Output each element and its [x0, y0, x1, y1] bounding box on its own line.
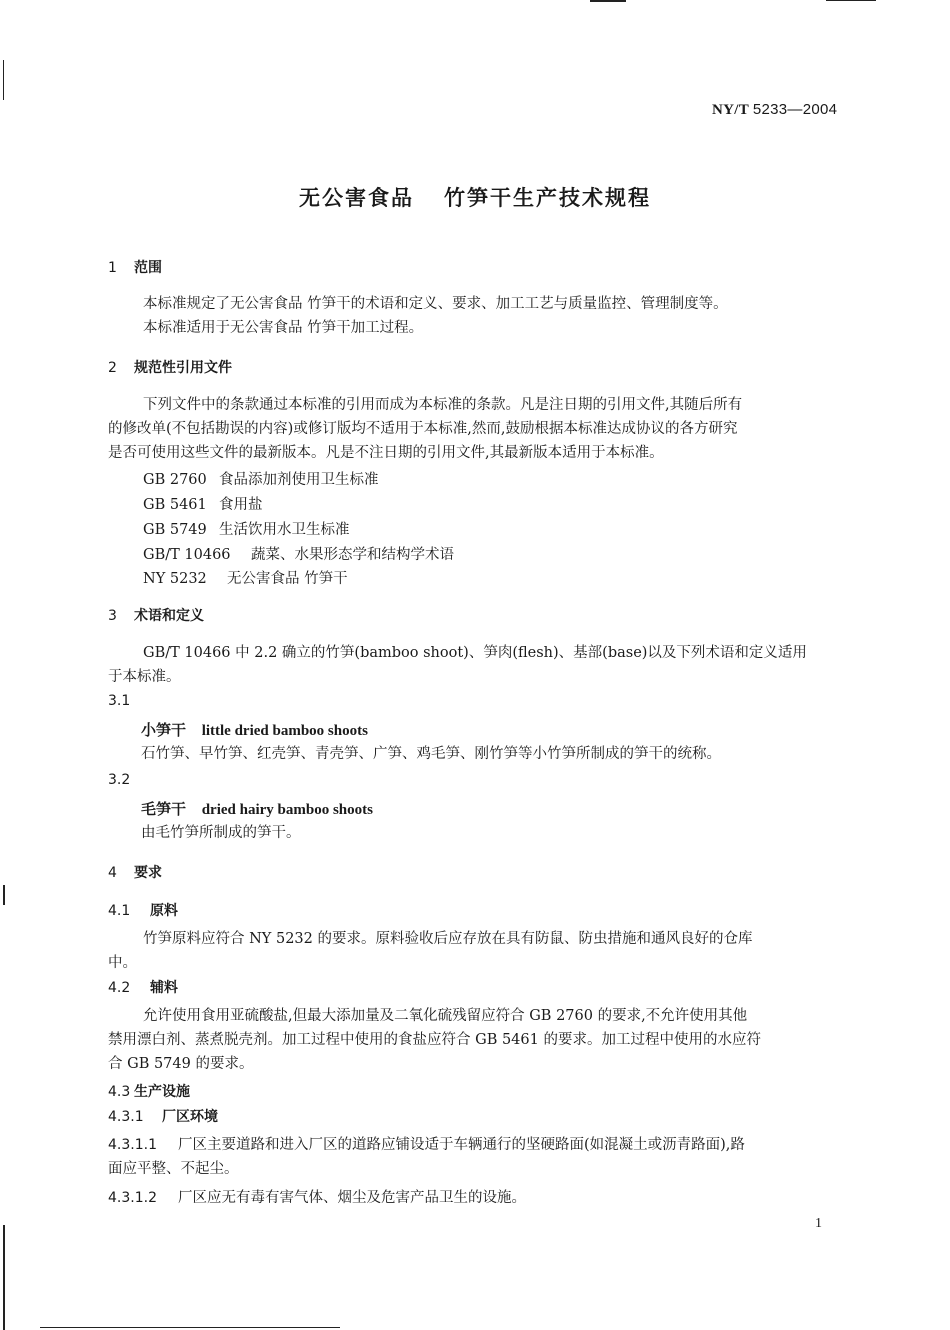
section-1-paragraph-2: 本标准适用于无公害食品 竹笋干加工过程。: [143, 320, 424, 336]
section-1-paragraph-1: 本标准规定了无公害食品 竹笋干的术语和定义、要求、加工工艺与质量监控、管理制度等。: [143, 296, 728, 312]
term-3-2-definition: 由毛竹笋所制成的笋干。: [141, 825, 301, 841]
page-number: 1: [815, 1216, 822, 1231]
section-4-3-1-1-line-2: 面应平整、不起尘。: [108, 1161, 239, 1177]
section-3-heading: 3 术语和定义: [108, 608, 204, 624]
term-3-1-number: 3.1: [108, 693, 131, 709]
term-3-1-definition: 石竹笋、早竹笋、红壳笋、青壳笋、广笋、鸡毛笋、刚竹笋等小竹笋所制成的笋干的统称。: [141, 746, 721, 762]
scan-mark-left-edge-2: [3, 885, 5, 905]
section-4-1-line-2: 中。: [108, 955, 137, 971]
section-4-2-heading: 4.2 辅料: [108, 980, 178, 996]
page-title: [0, 182, 950, 212]
section-4-heading: 4 要求: [108, 865, 162, 881]
term-3-2-title: 毛笋干 dried hairy bamboo shoots: [141, 800, 373, 818]
section-4-3-1-2-line-1: 4.3.1.2 厂区应无有毒有害气体、烟尘及危害产品卫生的设施。: [108, 1190, 526, 1206]
scan-mark-bottom: [40, 1327, 340, 1328]
title-part-2: 竹笋干生产技术规程: [444, 186, 651, 210]
section-3-paragraph-line-2: 于本标准。: [108, 669, 181, 685]
section-2-paragraph-line-3: 是否可使用这些文件的最新版本。凡是不注日期的引用文件,其最新版本适用于本标准。: [108, 445, 664, 461]
scan-mark-left-edge: [3, 60, 4, 100]
section-3-paragraph-line-1: GB/T 10466 中 2.2 确立的竹笋(bamboo shoot)、笋肉(flesh)、基部(base)以及下列术语和定义适用: [143, 645, 807, 661]
section-4-2-line-1: 允许使用食用亚硫酸盐,但最大添加量及二氧化硫残留应符合 GB 2760 的要求,不允许使用其他: [143, 1008, 748, 1024]
scan-mark-top-right: [826, 0, 876, 1]
standard-code-number: 5233—2004: [752, 101, 838, 118]
section-4-3-1-1-line-1: 4.3.1.1 厂区主要道路和进入厂区的道路应铺设适于车辆通行的坚硬路面(如混凝土或沥青路面),路: [108, 1137, 745, 1153]
section-4-3-1-heading: 4.3.1 厂区环境: [108, 1109, 218, 1125]
section-4-1-line-1: 竹笋原料应符合 NY 5232 的要求。原料验收后应存放在具有防鼠、防虫措施和通风良好的仓库: [143, 931, 753, 947]
scan-mark-top: [590, 0, 626, 2]
title-part-1: 无公害食品: [299, 186, 414, 210]
section-2-paragraph-line-2: 的修改单(不包括勘误的内容)或修订版均不适用于本标准,然而,鼓励根据本标准达成协议的各方研究: [108, 421, 738, 437]
scan-mark-left-edge-3: [3, 1225, 5, 1330]
section-2-paragraph-line-1: 下列文件中的条款通过本标准的引用而成为本标准的条款。凡是注日期的引用文件,其随后所有: [143, 397, 743, 413]
reference-item: GB 2760 食品添加剂使用卫生标准: [143, 472, 379, 488]
term-3-2-number: 3.2: [108, 772, 131, 788]
reference-item: GB/T 10466 蔬菜、水果形态学和结构学术语: [143, 547, 454, 563]
standard-code: [712, 101, 837, 119]
reference-item: GB 5749 生活饮用水卫生标准: [143, 522, 350, 538]
section-4-1-heading: 4.1 原料: [108, 903, 178, 919]
standard-code-prefix: NY/T: [712, 102, 749, 118]
section-4-2-line-3: 合 GB 5749 的要求。: [108, 1056, 254, 1072]
section-4-2-line-2: 禁用漂白剂、蒸煮脱壳剂。加工过程中使用的食盐应符合 GB 5461 的要求。加工过程中使用的水应符: [108, 1032, 761, 1048]
section-4-3-heading: 4.3 生产设施: [108, 1084, 190, 1100]
term-3-1-title: 小笋干 little dried bamboo shoots: [141, 721, 368, 739]
section-1-heading: 1 范围: [108, 260, 162, 276]
section-2-heading: 2 规范性引用文件: [108, 360, 232, 376]
reference-item: GB 5461 食用盐: [143, 497, 263, 513]
reference-item: NY 5232 无公害食品 竹笋干: [143, 571, 348, 587]
